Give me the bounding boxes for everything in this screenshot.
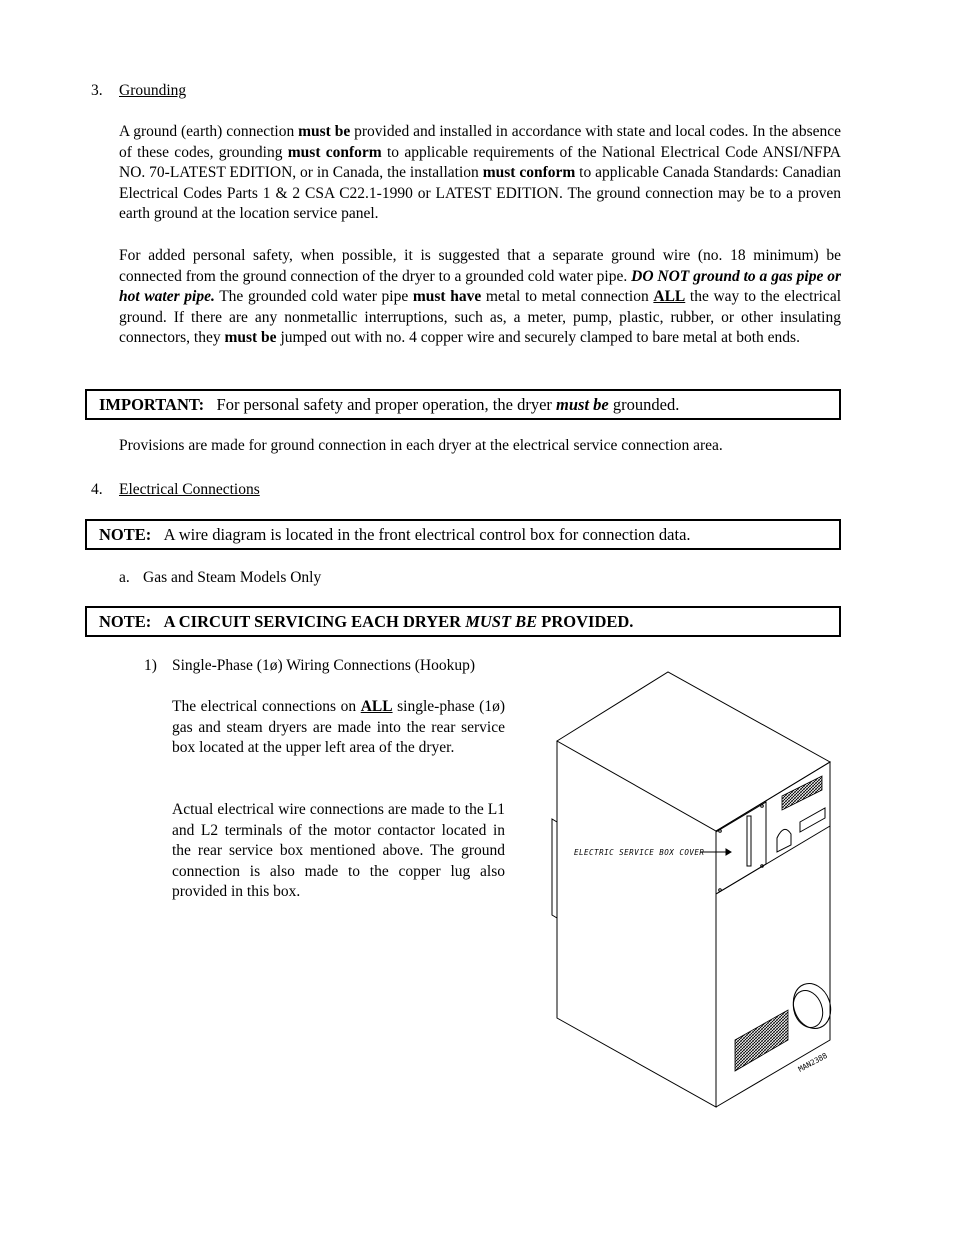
dryer-rear-panel	[716, 762, 830, 1107]
subsection-a-number: a.	[119, 569, 130, 586]
note-wire-diagram-text: A wire diagram is located in the front electrical control box for connection data.	[163, 525, 691, 544]
note-circuit-box: NOTE: A CIRCUIT SERVICING EACH DRYER MUST BE PROVIDED.	[85, 606, 841, 637]
upper-vent-grille	[782, 776, 822, 810]
callout-label: ELECTRIC SERVICE BOX COVER	[574, 848, 705, 857]
important-label: IMPORTANT:	[99, 395, 205, 414]
section-4-number: 4.	[91, 481, 103, 498]
grounding-paragraph-1: A ground (earth) connection must be provided and installed in accordance with state and local codes. In the absence of these codes, grounding must conform to applicable requirements of the National Electrical Code ANSI/NFPA NO. 70-LATEST EDITION, or in Canada, the installation must conform to applicable Canada Standards: Canadian Electrical Codes Parts 1 & 2 CSA C22.1-1990 or LATEST EDITION. The ground connection may be to a proven earth ground at the location service panel.	[119, 123, 841, 223]
dryer-top-panel	[557, 672, 830, 831]
important-callout-box: IMPORTANT: For personal safety and proper operation, the dryer must be grounded.	[85, 389, 841, 420]
wiring-paragraph-1: The electrical connections on ALL single-phase (1ø) gas and steam dryers are made into the rear service box located at the upper left area of the dryer.	[172, 698, 505, 757]
wiring-paragraph-2: Actual electrical wire connections are made to the L1 and L2 terminals of the motor contactor located in the rear service box mentioned above. The ground connection is also made to the copper lug also provided in this box.	[172, 801, 505, 901]
note-label: NOTE:	[99, 525, 152, 544]
exhaust-duct	[787, 978, 837, 1034]
section-4-title: Electrical Connections	[119, 481, 260, 498]
subsection-a-title: Gas and Steam Models Only	[143, 569, 322, 586]
important-text: For personal safety and proper operation, the dryer	[216, 395, 557, 414]
grounding-paragraph-2: For added personal safety, when possible, it is suggested that a separate ground wire (no. 18 minimum) be connected from the ground connection of the dryer to a grounded cold water pipe. DO NOT ground to a gas pipe or hot water pipe. The grounded cold water pipe must have metal to metal connection ALL the way to the electrical ground. If there are any nonmetallic interruptions, such as, a meter, pump, plastic, rubber, or other insulating connectors, they must be jumped out with no. 4 copper wire and securely clamped to bare metal at both ends.	[119, 247, 842, 347]
item-1-number: 1)	[144, 657, 157, 674]
figure-code: MAN2388	[796, 1050, 829, 1074]
section-3-title: Grounding	[119, 82, 187, 99]
item-1-title: Single-Phase (1ø) Wiring Connections (Hookup)	[172, 657, 476, 674]
dryer-side-panel	[557, 741, 716, 1107]
grounding-paragraph-3: Provisions are made for ground connection in each dryer at the electrical service connection area.	[119, 437, 723, 454]
section-3-number: 3.	[91, 82, 103, 99]
note-wire-diagram-box	[85, 519, 841, 550]
lower-vent-grille	[735, 1010, 788, 1071]
dryer-rear-illustration	[540, 665, 840, 1115]
note-label: NOTE:	[99, 612, 152, 631]
note-circuit-text: A CIRCUIT SERVICING EACH DRYER	[163, 612, 466, 631]
